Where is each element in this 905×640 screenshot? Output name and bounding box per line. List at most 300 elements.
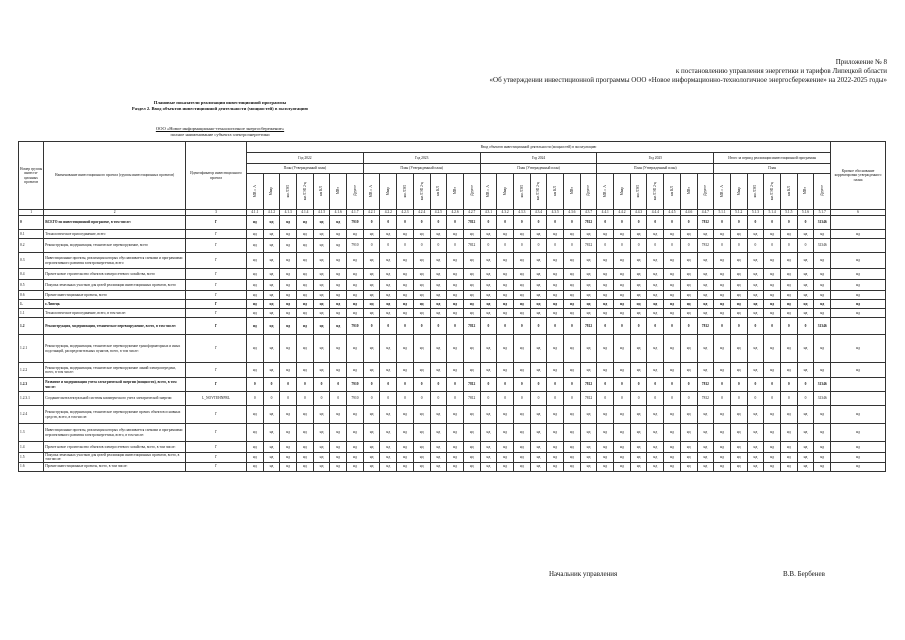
row-value: нд <box>497 280 514 291</box>
row-value: нд <box>497 406 514 424</box>
row-value: 0 <box>614 318 631 335</box>
row-value: 31346 <box>814 216 831 230</box>
row-value: нд <box>530 269 547 280</box>
row-value: нд <box>513 335 530 363</box>
row-justification: нд <box>831 309 886 318</box>
row-value: нд <box>730 462 747 471</box>
row-value: 0 <box>714 239 731 253</box>
row-value: нд <box>614 453 631 463</box>
row-value: нд <box>680 335 697 363</box>
row-value: нд <box>547 300 564 309</box>
row-value: 0 <box>630 392 647 406</box>
row-value: нд <box>263 442 280 453</box>
column-number: 4.2.2 <box>380 210 397 216</box>
row-value: нд <box>430 230 447 239</box>
row-value: нд <box>747 280 764 291</box>
header-unit <box>814 174 831 210</box>
row-value: 0 <box>614 216 631 230</box>
row-value: нд <box>447 300 464 309</box>
row-project-id: Г <box>186 406 247 424</box>
row-value: нд <box>764 269 781 280</box>
row-value: нд <box>697 335 714 363</box>
row-value: нд <box>480 424 497 442</box>
row-value: нд <box>730 406 747 424</box>
row-value: 0 <box>597 318 614 335</box>
header-plan-label: План (Утвержденный план) <box>597 164 714 174</box>
row-value: нд <box>297 406 314 424</box>
row-value: нд <box>413 300 430 309</box>
row-value: нд <box>480 453 497 463</box>
row-value: нд <box>714 424 731 442</box>
row-value: нд <box>680 462 697 471</box>
row-value: нд <box>647 291 664 300</box>
row-value: 0 <box>313 378 330 392</box>
row-value: нд <box>297 300 314 309</box>
row-justification <box>831 392 886 406</box>
column-number: 4.4.7 <box>697 210 714 216</box>
row-value: 0 <box>363 216 380 230</box>
row-value: нд <box>330 291 347 300</box>
row-value: 0 <box>730 378 747 392</box>
row-value: 0 <box>647 392 664 406</box>
row-value: нд <box>664 291 681 300</box>
row-value: 0 <box>530 318 547 335</box>
row-value: 0 <box>330 392 347 406</box>
row-value: нд <box>664 424 681 442</box>
row-project-id: Г <box>186 239 247 253</box>
row-value: нд <box>764 309 781 318</box>
row-value: нд <box>714 335 731 363</box>
row-value: нд <box>447 269 464 280</box>
row-value: нд <box>547 269 564 280</box>
row-value: нд <box>630 442 647 453</box>
row-value: нд <box>297 291 314 300</box>
row-value: 0 <box>447 318 464 335</box>
row-value: нд <box>764 300 781 309</box>
row-value: 0 <box>430 239 447 253</box>
row-value: 0 <box>397 239 414 253</box>
row-value: нд <box>347 300 364 309</box>
table-row <box>19 424 886 442</box>
row-value: нд <box>397 406 414 424</box>
row-value: 0 <box>547 216 564 230</box>
row-project-id: Г <box>186 335 247 363</box>
row-value: 7910 <box>347 239 364 253</box>
row-value: нд <box>614 462 631 471</box>
row-value: нд <box>547 230 564 239</box>
row-value: нд <box>363 363 380 378</box>
row-value: нд <box>814 462 831 471</box>
row-value: нд <box>580 253 597 269</box>
row-value: нд <box>397 335 414 363</box>
row-value: 0 <box>797 216 814 230</box>
row-value: нд <box>263 269 280 280</box>
header-plan-label: План (Утвержденный план) <box>480 164 597 174</box>
column-number: 4.2.5 <box>430 210 447 216</box>
row-value: нд <box>497 424 514 442</box>
column-number: 5.1.3 <box>747 210 764 216</box>
row-value: нд <box>313 291 330 300</box>
row-value: 0 <box>380 216 397 230</box>
row-value: 0 <box>680 216 697 230</box>
row-value: нд <box>280 300 297 309</box>
row-value: нд <box>480 300 497 309</box>
row-value: 0 <box>714 392 731 406</box>
row-value: 0 <box>330 378 347 392</box>
header-unit <box>263 174 280 210</box>
row-value: нд <box>430 280 447 291</box>
row-value: нд <box>730 442 747 453</box>
row-value: нд <box>430 300 447 309</box>
row-value: нд <box>430 406 447 424</box>
row-value: нд <box>697 253 714 269</box>
row-value: нд <box>380 453 397 463</box>
row-value: 0 <box>397 392 414 406</box>
row-value: нд <box>814 335 831 363</box>
row-value: нд <box>463 442 480 453</box>
row-value: нд <box>680 253 697 269</box>
row-value: 0 <box>614 378 631 392</box>
row-value: нд <box>580 269 597 280</box>
row-value: нд <box>580 280 597 291</box>
row-value: нд <box>797 406 814 424</box>
row-value: 0 <box>647 239 664 253</box>
row-value: нд <box>797 280 814 291</box>
row-value: нд <box>280 280 297 291</box>
row-value: нд <box>297 318 314 335</box>
row-value: нд <box>313 309 330 318</box>
row-value: нд <box>764 291 781 300</box>
row-value: нд <box>597 462 614 471</box>
row-value: нд <box>547 453 564 463</box>
row-value: нд <box>497 253 514 269</box>
row-project-id: Г <box>186 462 247 471</box>
row-value: нд <box>697 442 714 453</box>
unit-label: км ЛЭП 2-ц <box>769 181 774 200</box>
unit-label: км ЛЭП <box>753 184 758 198</box>
row-value: нд <box>580 335 597 363</box>
row-value: нд <box>313 442 330 453</box>
row-value: нд <box>246 363 263 378</box>
row-justification: нд <box>831 280 886 291</box>
row-value: нд <box>413 335 430 363</box>
row-value: нд <box>580 406 597 424</box>
column-number: 5.1.5 <box>780 210 797 216</box>
row-value: нд <box>630 363 647 378</box>
row-value: 0 <box>246 378 263 392</box>
commissioning-table <box>18 141 886 472</box>
row-value: нд <box>664 363 681 378</box>
column-number: 4.1.5 <box>313 210 330 216</box>
row-value: 7812 <box>463 239 480 253</box>
row-value: нд <box>714 309 731 318</box>
row-value: нд <box>564 280 581 291</box>
row-value: нд <box>313 318 330 335</box>
row-value: 0 <box>780 318 797 335</box>
row-value: 0 <box>513 318 530 335</box>
row-value: нд <box>580 291 597 300</box>
row-value: нд <box>330 424 347 442</box>
row-value: нд <box>747 424 764 442</box>
row-value: нд <box>447 280 464 291</box>
row-value: 0 <box>597 378 614 392</box>
row-value: нд <box>263 230 280 239</box>
row-value: нд <box>764 335 781 363</box>
row-value: нд <box>764 453 781 463</box>
row-value: нд <box>280 442 297 453</box>
row-value: 0 <box>630 216 647 230</box>
row-number: 0.6 <box>19 291 44 300</box>
row-value: 0 <box>747 216 764 230</box>
row-value: нд <box>263 280 280 291</box>
row-value: нд <box>280 318 297 335</box>
unit-label: км ЛЭП 2-ц <box>653 181 658 200</box>
row-value: 0 <box>397 378 414 392</box>
column-number: 4.4.5 <box>664 210 681 216</box>
row-value: нд <box>513 424 530 442</box>
row-value: нд <box>513 442 530 453</box>
row-value: нд <box>747 269 764 280</box>
row-value: 0 <box>547 392 564 406</box>
column-number: 4.3.5 <box>547 210 564 216</box>
row-value: нд <box>447 406 464 424</box>
row-value: нд <box>413 442 430 453</box>
row-value: 0 <box>764 378 781 392</box>
row-value: 0 <box>397 318 414 335</box>
unit-label: МВ×А <box>603 184 608 197</box>
row-value: нд <box>530 280 547 291</box>
row-number: 1.2.1 <box>19 335 44 363</box>
header-unit <box>564 174 581 210</box>
column-number: 4.1.1 <box>246 210 263 216</box>
row-value: нд <box>747 291 764 300</box>
row-project-name: Реконструкция, модернизация, техническое перевооружение, всего, в том числе: <box>44 318 186 335</box>
row-value: 0 <box>564 239 581 253</box>
row-value: 31346 <box>814 239 831 253</box>
row-value: нд <box>630 300 647 309</box>
column-number: 6 <box>831 210 886 216</box>
row-value: нд <box>697 453 714 463</box>
row-value: нд <box>280 239 297 253</box>
row-value: 0 <box>797 378 814 392</box>
header-unit <box>614 174 631 210</box>
row-value: нд <box>363 269 380 280</box>
row-value: нд <box>413 406 430 424</box>
row-value: нд <box>430 442 447 453</box>
row-value: нд <box>246 253 263 269</box>
row-value: нд <box>280 424 297 442</box>
row-project-id: Г <box>186 442 247 453</box>
row-value: нд <box>480 363 497 378</box>
row-project-name: Инвестиционные проекты, реализация которых обуславливается схемами и программами перспективного развития электроэнергетики, всего <box>44 253 186 269</box>
row-number: 0.2 <box>19 239 44 253</box>
row-value: нд <box>630 453 647 463</box>
row-value: нд <box>263 335 280 363</box>
header-unit <box>714 174 731 210</box>
row-value: нд <box>347 269 364 280</box>
row-value: нд <box>780 280 797 291</box>
row-value: нд <box>614 335 631 363</box>
row-value: нд <box>647 300 664 309</box>
column-number: 2 <box>44 210 186 216</box>
row-value: нд <box>714 253 731 269</box>
row-value: нд <box>680 269 697 280</box>
row-value: 0 <box>680 239 697 253</box>
header-unit <box>313 174 330 210</box>
unit-label: км ЛЭП <box>636 184 641 198</box>
header-year: Год 2022 <box>246 153 363 164</box>
row-value: нд <box>797 309 814 318</box>
row-value: нд <box>730 424 747 442</box>
row-number: 0.1 <box>19 230 44 239</box>
row-value: нд <box>297 309 314 318</box>
row-value: 0 <box>747 378 764 392</box>
row-value: нд <box>263 253 280 269</box>
row-value: нд <box>413 309 430 318</box>
row-value: нд <box>814 253 831 269</box>
row-value: нд <box>547 253 564 269</box>
unit-label: км КЛ <box>319 185 324 196</box>
row-value: 0 <box>363 378 380 392</box>
header-year: Год 2024 <box>480 153 597 164</box>
row-value: нд <box>447 335 464 363</box>
row-value: 0 <box>630 378 647 392</box>
row-value: нд <box>280 269 297 280</box>
row-value: 0 <box>664 239 681 253</box>
row-value: нд <box>447 442 464 453</box>
header-unit <box>447 174 464 210</box>
row-value: нд <box>614 253 631 269</box>
row-value: нд <box>313 230 330 239</box>
row-value: нд <box>797 462 814 471</box>
row-value: нд <box>480 291 497 300</box>
column-number: 4.3.4 <box>530 210 547 216</box>
row-value: 0 <box>530 392 547 406</box>
row-value: нд <box>630 424 647 442</box>
row-value: нд <box>730 300 747 309</box>
row-value: нд <box>680 300 697 309</box>
row-value: нд <box>714 280 731 291</box>
row-value: 0 <box>764 318 781 335</box>
row-value: 0 <box>447 378 464 392</box>
row-value: 0 <box>513 378 530 392</box>
row-value: нд <box>330 363 347 378</box>
row-value: нд <box>697 230 714 239</box>
row-value: нд <box>530 335 547 363</box>
row-value: нд <box>463 291 480 300</box>
title-line-1: Плановые показатели реализации инвестиционной программы <box>153 100 287 105</box>
table-row <box>19 442 886 453</box>
row-value: нд <box>630 253 647 269</box>
appendix-number: Приложение № 8 <box>835 58 887 66</box>
row-value: 0 <box>363 239 380 253</box>
column-number: 5.1.7 <box>814 210 831 216</box>
row-value: нд <box>597 453 614 463</box>
row-value: нд <box>347 462 364 471</box>
row-value: нд <box>680 230 697 239</box>
row-value: 0 <box>530 378 547 392</box>
row-value: нд <box>297 269 314 280</box>
row-value: 7812 <box>580 216 597 230</box>
column-number: 4.1.2 <box>263 210 280 216</box>
row-value: нд <box>480 462 497 471</box>
row-value: 0 <box>797 239 814 253</box>
row-value: 0 <box>313 392 330 406</box>
row-value: нд <box>363 335 380 363</box>
row-value: нд <box>313 453 330 463</box>
row-value: нд <box>430 462 447 471</box>
row-value: нд <box>313 335 330 363</box>
row-value: 0 <box>680 392 697 406</box>
row-value: нд <box>614 230 631 239</box>
row-project-id: Г <box>186 216 247 230</box>
row-value: нд <box>747 253 764 269</box>
table-row <box>19 253 886 269</box>
row-value: нд <box>714 291 731 300</box>
table-row <box>19 462 886 471</box>
row-value: нд <box>313 216 330 230</box>
row-value: нд <box>730 363 747 378</box>
row-value: нд <box>530 406 547 424</box>
row-value: нд <box>347 406 364 424</box>
unit-label: км ЛЭП <box>286 184 291 198</box>
row-value: нд <box>647 269 664 280</box>
row-project-name: Прочие инвестиционные проекты, всего, в том числе: <box>44 462 186 471</box>
row-value: нд <box>647 253 664 269</box>
row-justification <box>831 378 886 392</box>
row-justification: нд <box>831 269 886 280</box>
row-value: нд <box>480 442 497 453</box>
row-value: 7812 <box>580 378 597 392</box>
row-value: нд <box>246 239 263 253</box>
row-value: нд <box>463 453 480 463</box>
column-number: 5.1.4 <box>764 210 781 216</box>
row-value: нд <box>463 269 480 280</box>
header-unit <box>513 174 530 210</box>
header-unit <box>730 174 747 210</box>
row-value: нд <box>347 363 364 378</box>
row-value: нд <box>697 280 714 291</box>
header-unit <box>547 174 564 210</box>
row-value: 0 <box>764 392 781 406</box>
row-number: 1.1 <box>19 309 44 318</box>
row-value: нд <box>246 269 263 280</box>
header-unit <box>397 174 414 210</box>
row-value: нд <box>680 424 697 442</box>
row-value: 0 <box>680 318 697 335</box>
table-row <box>19 291 886 300</box>
row-value: 7812 <box>463 318 480 335</box>
row-value: 31346 <box>814 378 831 392</box>
row-value: нд <box>463 253 480 269</box>
row-justification <box>831 239 886 253</box>
column-number: 4.2.3 <box>397 210 414 216</box>
column-number: 4.1.6 <box>330 210 347 216</box>
row-value: нд <box>363 453 380 463</box>
row-project-id: L_NOVTEHNPRL <box>186 392 247 406</box>
header-unit <box>430 174 447 210</box>
row-value: нд <box>380 291 397 300</box>
organization-caption: полное наименование субъекта электроэнергетики <box>170 132 270 137</box>
row-value: нд <box>780 363 797 378</box>
row-value: 0 <box>480 216 497 230</box>
row-value: нд <box>513 453 530 463</box>
row-value: нд <box>397 280 414 291</box>
row-value: нд <box>664 230 681 239</box>
row-value: нд <box>330 239 347 253</box>
row-value: 0 <box>430 378 447 392</box>
row-project-id: Г <box>186 309 247 318</box>
